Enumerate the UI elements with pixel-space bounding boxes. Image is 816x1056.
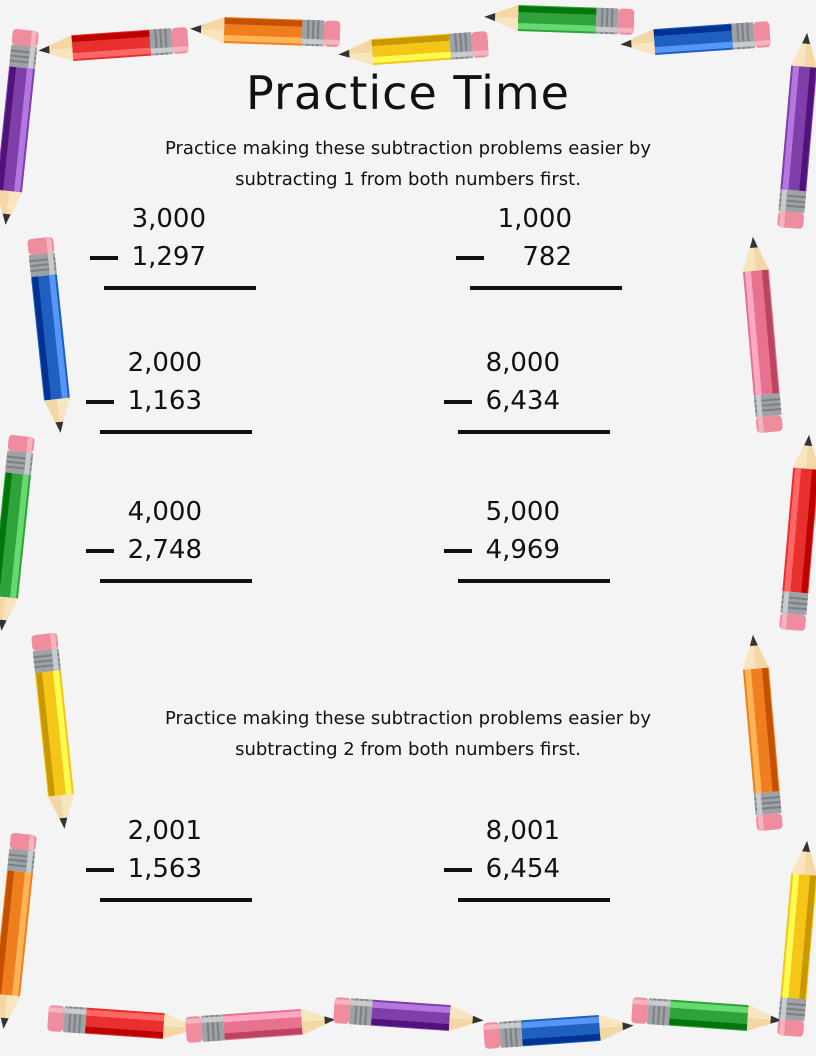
subtraction-problem — [90, 204, 250, 284]
minuend: 3,000 — [131, 204, 206, 234]
answer-line — [100, 898, 252, 902]
subtraction-problem — [86, 816, 246, 896]
instruction-line: subtracting 1 from both numbers first. — [235, 169, 581, 190]
subtraction-problem — [444, 816, 604, 896]
instruction-line: Practice making these subtraction problems easier by — [164, 138, 651, 159]
answer-line — [458, 430, 610, 434]
minuend: 4,000 — [127, 497, 202, 527]
minuend: 8,000 — [485, 348, 560, 378]
minuend: 8,001 — [485, 816, 560, 846]
subtrahend: 4,969 — [485, 535, 560, 565]
subtrahend: 2,748 — [127, 535, 202, 565]
minus-sign — [444, 549, 472, 553]
subtraction-problem — [86, 348, 246, 428]
minuend: 2,000 — [127, 348, 202, 378]
instruction-line: subtracting 2 from both numbers first. — [235, 739, 581, 760]
subtrahend: 6,454 — [485, 854, 560, 884]
subtrahend: 782 — [522, 242, 572, 272]
minus-sign — [86, 868, 114, 872]
minus-sign — [86, 549, 114, 553]
minuend: 5,000 — [485, 497, 560, 527]
answer-line — [104, 286, 256, 290]
instructions-section-1 — [0, 133, 816, 195]
answer-line — [470, 286, 622, 290]
page-title: Practice Time — [246, 66, 570, 120]
subtrahend: 1,563 — [127, 854, 202, 884]
minuend: 1,000 — [497, 204, 572, 234]
subtraction-problem — [86, 497, 246, 577]
minus-sign — [86, 400, 114, 404]
instruction-line: Practice making these subtraction problems easier by — [164, 708, 651, 729]
minus-sign — [90, 256, 118, 260]
minus-sign — [444, 868, 472, 872]
answer-line — [458, 579, 610, 583]
subtraction-problem — [444, 497, 604, 577]
subtraction-problem — [456, 204, 616, 284]
minuend: 2,001 — [127, 816, 202, 846]
subtraction-problem — [444, 348, 604, 428]
minus-sign — [444, 400, 472, 404]
subtrahend: 1,297 — [131, 242, 206, 272]
minus-sign — [456, 256, 484, 260]
subtrahend: 6,434 — [485, 386, 560, 416]
instructions-section-2 — [0, 703, 816, 765]
answer-line — [100, 579, 252, 583]
subtrahend: 1,163 — [127, 386, 202, 416]
answer-line — [100, 430, 252, 434]
answer-line — [458, 898, 610, 902]
